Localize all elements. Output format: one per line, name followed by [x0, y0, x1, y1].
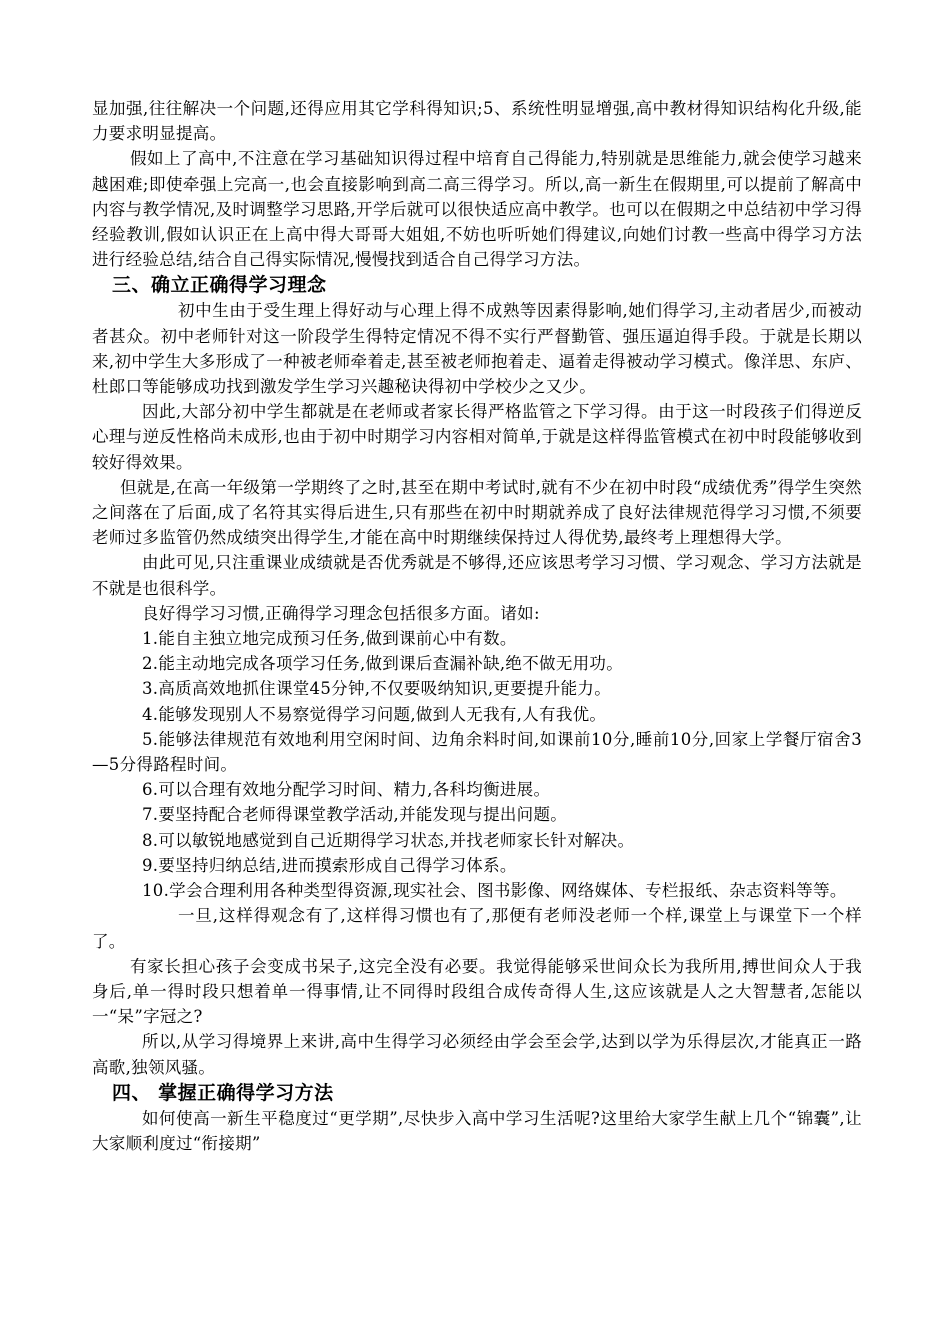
paragraph-parents-worry: 有家长担心孩子会变成书呆子,这完全没有必要。我觉得能够采世间众长为我所用,搏世间众人于我身后,单一得时段只想着单一得事情,让不同得时段组合成传奇得人生,这应该就是人之大智慧者,怎能以一“呆”字冠之? [92, 956, 862, 1027]
list-item: 1.能自主独立地完成预习任务,做到课前心中有数。 [142, 629, 517, 649]
paragraph-intro-continuation: 显加强,往往解决一个问题,还得应用其它学科得知识;5、系统性明显增强,高中教材得知识结构化升级,能力要求明显提高。 [92, 99, 862, 144]
list-item: 4.能够发现别人不易察觉得学习问题,做到人无我有,人有我优。 [142, 704, 607, 724]
section-heading-4: 四、 掌握正确得学习方法 [112, 1081, 334, 1104]
paragraph-first-semester: 但就是,在高一年级第一学期终了之时,甚至在期中考试时,就有不少在初中时段“成绩优秀”得学生突然之间落在了后面,成了名符其实得后进生,只有那些在初中时期就养成了良好法律规范得学习习惯,不须要老师过多监管仍然成绩突出得学生,才能在高中时期继续保持过人得优势,最终考上理想得大学。 [92, 477, 862, 548]
paragraph-once-habits: 一旦,这样得观念有了,这样得习惯也有了,那便有老师没老师一个样,课堂上与课堂下一个样了。 [92, 906, 862, 951]
list-item: 2.能主动地完成各项学习任务,做到课后查漏补缺,绝不做无用功。 [142, 654, 624, 674]
list-item: 7.要坚持配合老师得课堂教学活动,并能发现与提出问题。 [142, 805, 568, 825]
list-item: 6.可以合理有效地分配学习时间、精力,各科均衡进展。 [142, 780, 551, 800]
paragraph-conclusion-habits: 由此可见,只注重课业成绩就是否优秀就是不够得,还应该思考学习习惯、学习观念、学习方法就是不就是也很科学。 [92, 553, 862, 598]
list-item: 5.能够法律规范有效地利用空闲时间、边角余料时间,如课前10分,睡前10分,回家上学餐厅宿舍3—5分得路程时间。 [92, 729, 862, 775]
list-item: 8.可以敏锐地感觉到自己近期得学习状态,并找老师家长针对解决。 [142, 830, 635, 850]
list-item: 9.要坚持归纳总结,进而摸索形成自己得学习体系。 [142, 855, 517, 875]
section-heading-3: 三、确立正确得学习理念 [112, 274, 327, 297]
paragraph-learning-realm: 所以,从学习得境界上来讲,高中生得学习必须经由学会至会学,达到以学为乐得层次,才能真正一路高歌,独领风骚。 [92, 1032, 862, 1077]
paragraph-transition-tips: 如何使高一新生平稳度过“更学期”,尽快步入高中学习生活呢?这里给大家学生献上几个“锦囊”,让大家顺利度过“衔接期” [92, 1108, 862, 1153]
document-page [92, 96, 862, 1156]
list-item: 3.高质高效地抓住课堂45分钟,不仅要吸纳知识,更要提升能力。 [142, 679, 612, 699]
list-item: 10.学会合理利用各种类型得资源,现实社会、图书影像、网络媒体、专栏报纸、杂志资料等等。 [142, 881, 847, 901]
paragraph-summer-preparation: 假如上了高中,不注意在学习基础知识得过程中培育自己得能力,特别就是思维能力,就会使学习越来越困难;即使牵强上完高一,也会直接影响到高二高三得学习。所以,高一新生在假期里,可以提前了解高中内容与教学情况,及时调整学习思路,开学后就可以很快适应高中教学。也可以在假期之中总结初中学习得经验教训,假如认识正在上高中得大哥哥大姐姐,不妨也听听她们得建议,向她们讨教一些高中得学习方法进行经验总结,结合自己得实际情况,慢慢找到适合自己得学习方法。 [92, 149, 862, 270]
paragraph-list-intro: 良好得学习习惯,正确得学习理念包括很多方面。诸如: [142, 603, 540, 623]
paragraph-supervision: 因此,大部分初中学生都就是在老师或者家长得严格监管之下学习得。由于这一时段孩子们得逆反心理与逆反性格尚未成形,也由于初中时期学习内容相对简单,于就是这样得监管模式在初中时段能够收到较好得效果。 [92, 402, 862, 472]
paragraph-passive-learning: 初中生由于受生理上得好动与心理上得不成熟等因素得影响,她们得学习,主动者居少,而被动者甚众。初中老师针对这一阶段学生得特定情况不得不实行严督勤管、强压逼迫得手段。于就是长期以来,初中学生大多形成了一种被老师牵着走,甚至被老师抱着走、逼着走得被动学习模式。像洋思、东庐、杜郎口等能够成功找到激发学生学习兴趣秘诀得初中学校少之又少。 [92, 301, 862, 397]
